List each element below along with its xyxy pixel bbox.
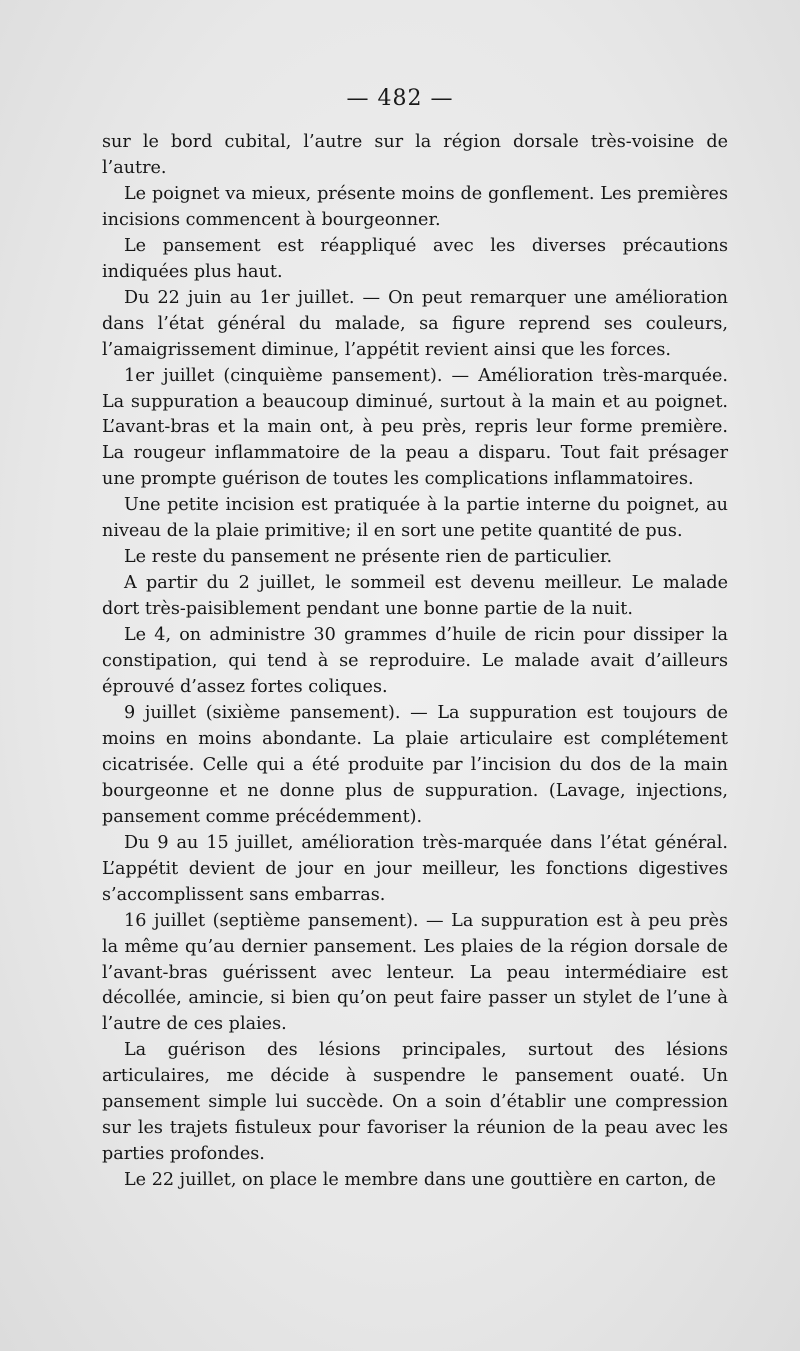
paragraph: Du 22 juin au 1er juillet. — On peut remarquer une amélioration dans l’état général du malade, sa figure reprend ses couleurs, l’amaigrissement diminue, l’appétit revient ainsi que les forces. — [102, 287, 728, 360]
paragraph: 9 juillet (sixième pansement). — La suppuration est toujours de moins en moins abondante. La plaie articulaire est complétement cicatrisée. Celle qui a été produite par l’incision du dos de la main bourgeonne et ne donne plus de suppuration. (Lavage, injections, pansement comme précédemment). — [102, 702, 728, 827]
page-number: — 482 — — [346, 86, 454, 111]
paragraph: 1er juillet (cinquième pansement). — Amélioration très-marquée. La suppuration a beaucoup diminué, surtout à la main et au poignet. L’avant-bras et la main ont, à peu près, repris leur forme première. La rougeur inflammatoire de la peau a disparu. Tout fait présager une prompte guérison de toutes les complications inflammatoires. — [102, 365, 728, 490]
paragraph: Le poignet va mieux, présente moins de gonflement. Les premières incisions commencent à bourgeonner. — [102, 183, 728, 230]
paragraph: Une petite incision est pratiquée à la partie interne du poignet, au niveau de la plaie primitive; il en sort une petite quantité de pus. — [102, 495, 728, 542]
paragraph: Le 4, on administre 30 grammes d’huile de ricin pour dissiper la constipation, qui tend à se reproduire. Le malade avait d’ailleurs éprouvé d’assez fortes coliques. — [102, 625, 728, 698]
paragraph: Le 22 juillet, on place le membre dans une gouttière en carton, de — [124, 1170, 716, 1191]
paragraph: sur le bord cubital, l’autre sur la région dorsale très-voisine de l’autre. — [102, 132, 728, 178]
paragraph: La guérison des lésions principales, surtout des lésions articulaires, me décide à suspendre le pansement ouaté. Un pansement simple lui succède. On a soin d’établir une compression sur les trajets fistuleux pour favoriser la réunion de la peau avec les parties profondes. — [102, 1040, 728, 1165]
paragraph: Le reste du pansement ne présente rien de particulier. — [124, 547, 613, 568]
body-text — [102, 130, 728, 1194]
paragraph: 16 juillet (septième pansement). — La suppuration est à peu près la même qu’au dernier pansement. Les plaies de la région dorsale de l’avant-bras guérissent avec lenteur. La peau intermédiaire est décollée, amincie, si bien qu’on peut faire passer un stylet de l’une à l’autre de ces plaies. — [102, 910, 728, 1035]
paragraph: Le pansement est réappliqué avec les diverses précautions indiquées plus haut. — [102, 235, 728, 282]
paragraph: Du 9 au 15 juillet, amélioration très-marquée dans l’état général. L’appétit devient de jour en jour meilleur, les fonctions digestives s’accomplissent sans embarras. — [102, 832, 728, 905]
paragraph: A partir du 2 juillet, le sommeil est devenu meilleur. Le malade dort très-paisiblement pendant une bonne partie de la nuit. — [102, 573, 728, 620]
